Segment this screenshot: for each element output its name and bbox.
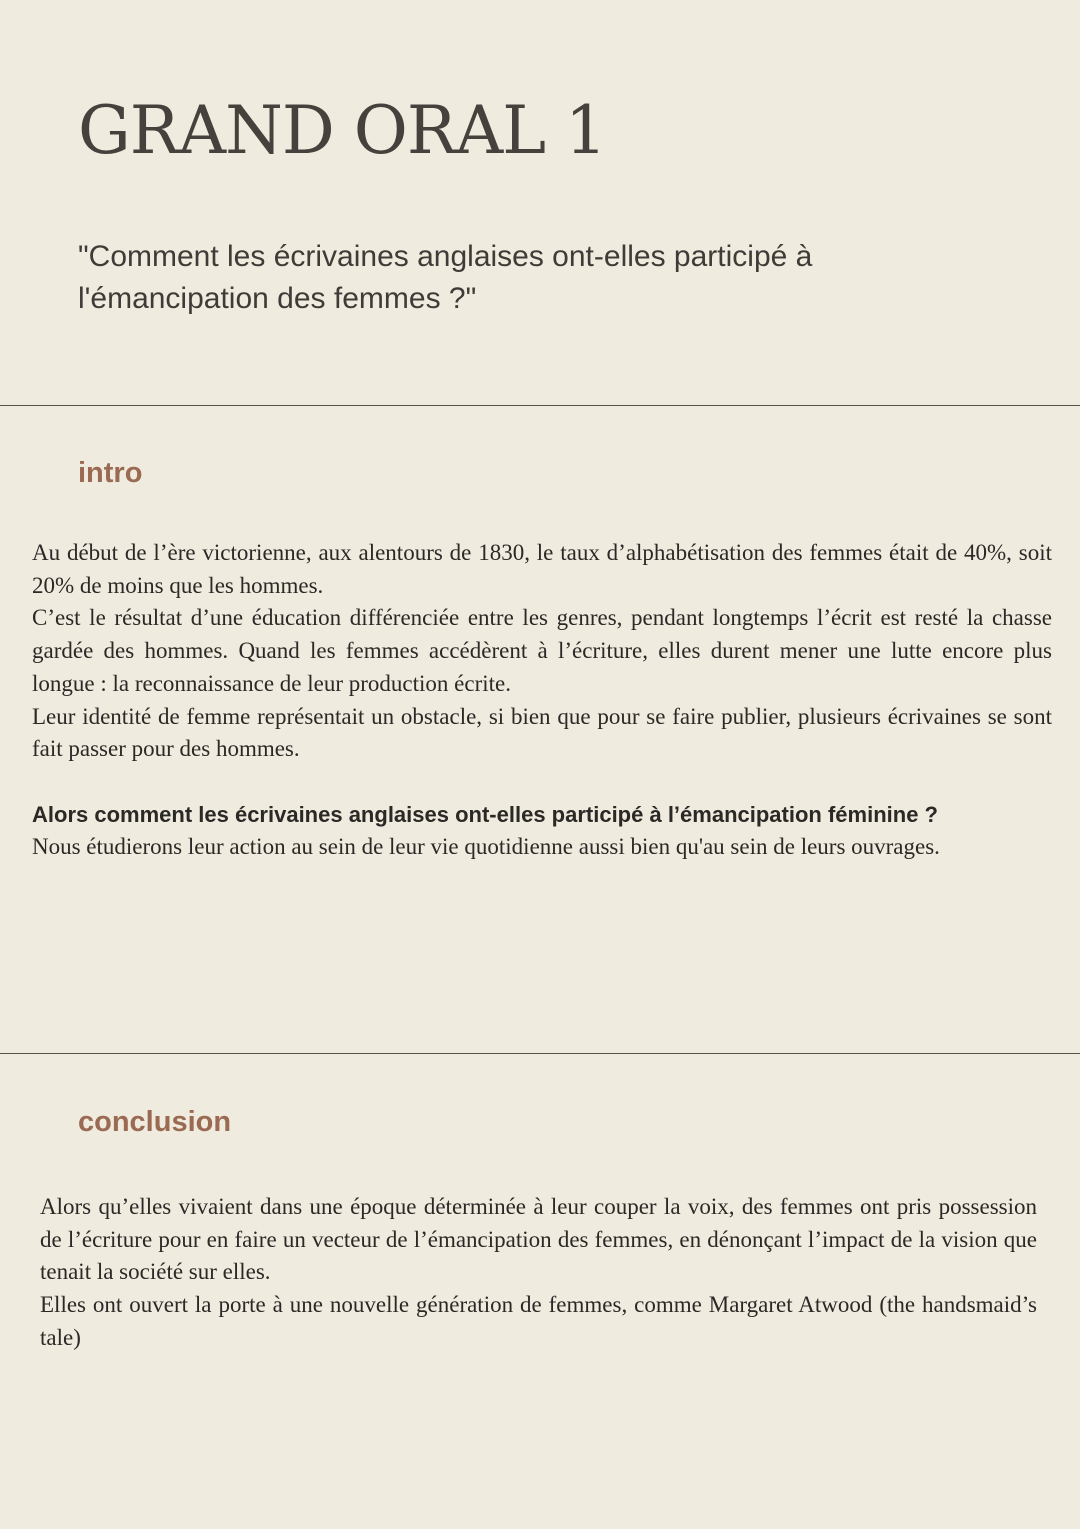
section-divider-bottom [0, 1053, 1080, 1054]
conclusion-paragraph: Alors qu’elles vivaient dans une époque déterminée à leur couper la voix, des femmes ont pris possession de l’écriture pour en faire un vecteur de l’émancipation des femmes, en dénonçant l’impact de la vision que tenait la société sur elles. [40, 1194, 1037, 1285]
problematic-question: Alors comment les écrivaines anglaises ont-elles participé à l’émancipation féminine ? [32, 801, 938, 827]
intro-paragraph: Au début de l’ère victorienne, aux alentours de 1830, le taux d’alphabétisation des femmes était de 40%, soit 20% de moins que les hommes. [32, 540, 1052, 598]
conclusion-body [40, 1191, 1037, 1355]
page-subtitle: "Comment les écrivaines anglaises ont-elles participé à l'émancipation des femmes ?" [78, 240, 813, 315]
intro-plan: Nous étudierons leur action au sein de leur vie quotidienne aussi bien qu'au sein de leurs ouvrages. [32, 834, 940, 860]
page-title: GRAND ORAL 1 [78, 92, 606, 169]
section-divider-top [0, 405, 1080, 406]
intro-heading: intro [78, 457, 143, 489]
intro-paragraph: Leur identité de femme représentait un obstacle, si bien que pour se faire publier, plusieurs écrivaines se sont fait passer pour des hommes. [32, 703, 1052, 762]
conclusion-paragraph: Elles ont ouvert la porte à une nouvelle génération de femmes, comme Margaret Atwood (the handsmaid’s tale) [40, 1292, 1037, 1350]
intro-body [32, 537, 1052, 864]
intro-paragraph: C’est le résultat d’une éducation différenciée entre les genres, pendant longtemps l’écrit est resté la chasse gardée des hommes. Quand les femmes accédèrent à l’écriture, elles durent mener une lutte encore plus longue : la reconnaissance de leur production écrite. [32, 605, 1052, 696]
conclusion-heading: conclusion [78, 1106, 232, 1138]
